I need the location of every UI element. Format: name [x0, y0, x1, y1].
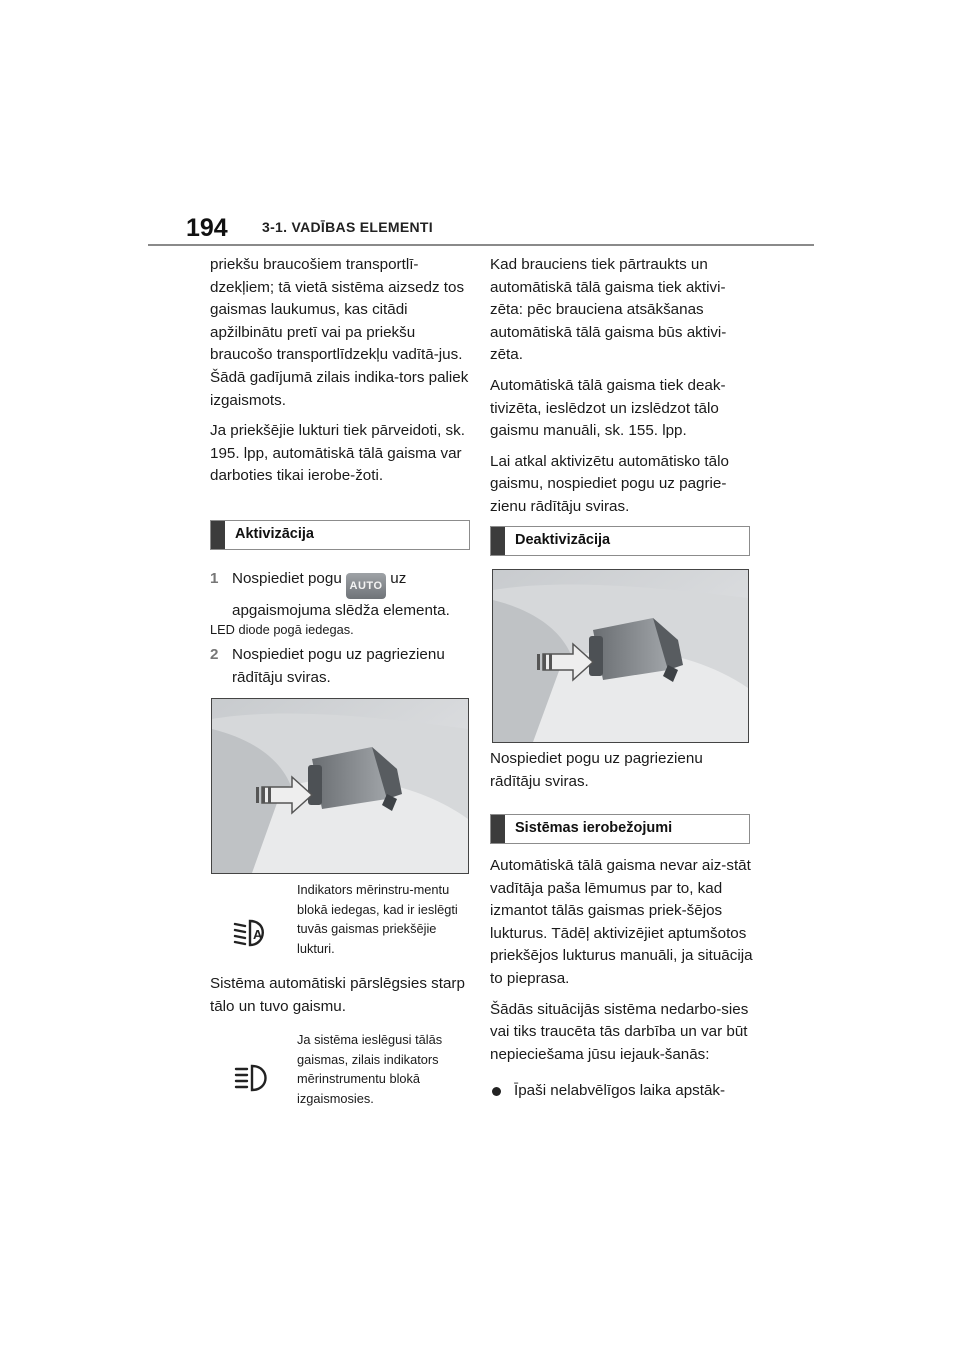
paragraph: Lai atkal aktivizētu automātisko tālo gaismu, nospiediet pogu uz pagrie-zienu rādītāju sviras.: [490, 452, 729, 515]
section-heading-deactivation: [490, 526, 750, 556]
turn-signal-lever-photo: [492, 569, 749, 743]
list-item: [490, 1080, 756, 1104]
right-body-text: [490, 855, 754, 1074]
paragraph: priekšu braucošiem transportlī-dzekļiem; tā vietā sistēma aizsedz tos gaismas laukumus, kas citādi apžilbinātu pretī vai pa priekšu braucošo transportlīdzekļu vadītā-jus. Šādā gadījumā zilais indika-tors paliek izgaismots.: [210, 256, 469, 409]
svg-text:A: A: [253, 927, 263, 942]
paragraph: Automātiskā tālā gaisma tiek deak-tivizēta, ieslēdzot un izslēdzot tālo gaismu manuāli, sk. 155. lpp.: [490, 376, 726, 440]
bullet-text: Īpaši nelabvēlīgos laika apstāk-: [514, 1082, 726, 1099]
heading-marker: [211, 521, 225, 549]
section-heading-text: Deaktivizācija: [515, 532, 611, 548]
section-heading-limits: [490, 814, 750, 844]
indicator-description: Ja sistēma ieslēgusi tālās gaismas, zilais indikators mērinstrumentu blokā izgaismosies.: [297, 1032, 443, 1106]
step-1: [210, 567, 476, 617]
header-divider: [148, 244, 814, 246]
turn-signal-lever-photo: [211, 698, 469, 874]
section-heading-text: Sistēmas ierobežojumi: [515, 820, 673, 836]
step-2: [210, 643, 476, 689]
step-text: apgaismojuma slēdža elementa.: [232, 602, 450, 619]
low-beam-auto-indicator-icon: [232, 918, 272, 953]
step-number: 1: [210, 570, 219, 587]
paragraph: Automātiskā tālā gaisma nevar aiz-stāt vadītāja paša lēmumus par to, kad izmantot tālās gaismas priek-šējos lukturus. Tādēļ aktivizējiet aptumšotos priekšējos lukturus manuāli, ja situācija to pieprasa.: [490, 857, 753, 987]
left-body-text: [210, 973, 474, 1026]
step-number: 2: [210, 646, 219, 663]
lever-illustration: [493, 570, 748, 742]
paragraph: Ja priekšējie lukturi tiek pārveidoti, sk. 195. lpp, automātiskā tālā gaisma var darboties tikai ierobe-žoti.: [210, 422, 465, 485]
section-heading-text: Aktivizācija: [235, 526, 314, 542]
paragraph: Sistēma automātiski pārslēgsies starp tālo un tuvo gaismu.: [210, 975, 465, 1015]
page-number: 194: [186, 214, 228, 242]
bullet-icon: [492, 1087, 501, 1096]
paragraph: Kad brauciens tiek pārtraukts un automātiskā tālā gaisma tiek aktivi-zēta: pēc brauciena atsākšanas automātiskā tālā gaisma būs aktivi-zēta.: [490, 256, 727, 364]
paragraph: Nospiediet pogu uz pagriezienu rādītāju sviras.: [490, 750, 703, 790]
step-text: Nospiediet pogu: [232, 570, 342, 587]
heading-marker: [491, 527, 505, 555]
right-mid-text: [490, 748, 754, 801]
indicator-description: Indikators mērinstru-mentu blokā iedegas, kad ir ieslēgti tuvās gaismas priekšējie lukturi.: [297, 882, 458, 956]
paragraph: Šādās situācijās sistēma nedarbo-sies vai tiks traucēta tās darbība un var būt nepieciešama jūsu iejauk-šanās:: [490, 1000, 749, 1063]
right-intro-text: [490, 254, 754, 527]
chapter-title: 3-1. VADĪBAS ELEMENTI: [262, 219, 433, 235]
high-beam-indicator-icon: [234, 1063, 274, 1098]
heading-marker: [491, 815, 505, 843]
auto-button-icon: AUTO: [346, 573, 386, 599]
step-text: uz: [390, 570, 407, 587]
led-note: LED diode pogā iedegas.: [210, 622, 354, 637]
lever-illustration: [212, 699, 468, 873]
left-intro-text: [210, 254, 474, 496]
section-heading-activation: [210, 520, 470, 550]
step-text: Nospiediet pogu uz pagriezienu rādītāju sviras.: [232, 646, 445, 686]
